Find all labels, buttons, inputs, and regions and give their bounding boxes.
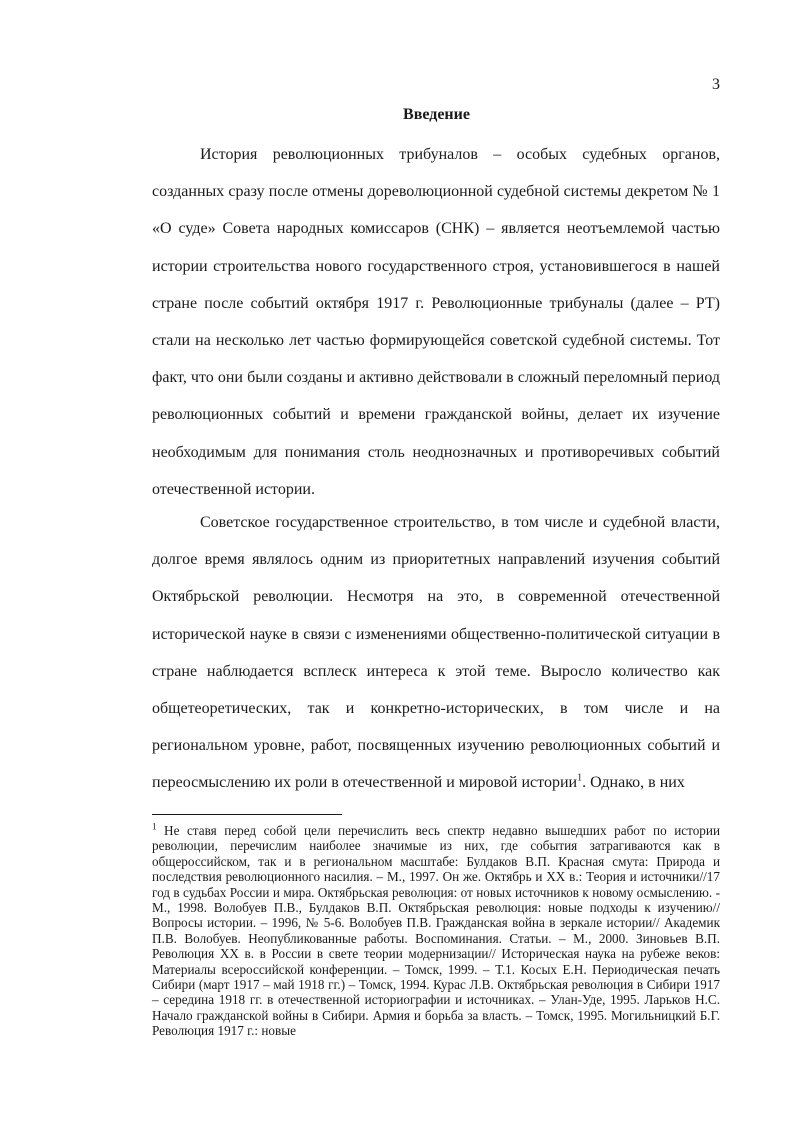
footnote-separator: [152, 814, 342, 815]
footnote: [152, 823, 720, 1039]
footnote-reference: 1: [577, 773, 583, 785]
paragraph-text: История революционных трибуналов – особых судебных органов, созданных сразу после отмены дореволюционной судебной системы декретом № 1 «О суде» Совета народных комиссаров (СНК) – является неотъемлемой частью истории строительства нового государственного строя, установившегося в нашей стране после событий октября 1917 г. Революционные трибуналы (далее – РТ) стали на несколько лет частью формирующейся советской судебной системы. Тот факт, что они были созданы и активно действовали в сложный переломный период революционных событий и времени гражданской войны, делает их изучение необходимым для понимания столь неоднозначных и противоречивых событий отечественной истории.: [152, 146, 720, 498]
paragraph-text: [152, 504, 720, 802]
footnote-mark: 1: [152, 821, 157, 832]
body-paragraph-1: [152, 136, 720, 508]
footnote-text: Не ставя перед собой цели перечислить весь спектр недавно вышедших работ по истории революции, перечислим наиболее значимые из них, где события затрагиваются как в общероссийском, так и в региональном масштабе: Булдаков В.П. Красная смута: Природа и последствия революционного насилия. – М., 1997. Он же. Октябрь и XX в.: Теория и источники//17 год в судьбах России и мира. Октябрьская революция: от новых источников к новому осмыслению. - М., 1998. Волобуев П.В., Булдаков В.П. Октябрьская революция: новые подходы к изучению//Вопросы истории. – 1996, № 5-6. Волобуев П.В. Гражданская война в зеркале истории// Академик П.В. Волобуев. Неопубликованные работы. Воспоминания. Статьи. – М., 2000. Зиновьев В.П. Революция XX в. в России в свете теории модернизации// Историческая наука на рубеже веков: Материалы всероссийской конференции. – Томск, 1999. – Т.1. Косых Е.Н. Периодическая печать Сибири (март 1917 – май 1918 гг.) – Томск, 1994. Курас Л.В. Октябрьская революция в Сибири 1917 – середина 1918 гг. в отечественной историографии и источниках. – Улан-Уде, 1995. Ларьков Н.С. Начало гражданской войны в Сибири. Армия и борьба за власть. – Томск, 1995. Могильницкий Б.Г. Революция 1917 г.: новые: [152, 823, 720, 1039]
paragraph-text-main: Советское государственное строительство, в том числе и судебной власти, долгое время являлось одним из приоритетных направлений изучения событий Октябрьской революции. Несмотря на это, в современной отечественной исторической науке в связи с изменениями общественно-политической ситуации в стране наблюдается всплеск интереса к этой теме. Выросло количество как общетеоретических, так и конкретно-исторических, в том числе и на региональном уровне, работ, посвященных изучению революционных событий и переосмыслению их роли в отечественной и мировой истории: [152, 514, 720, 792]
body-paragraph-2: [152, 504, 720, 802]
section-heading: Введение: [403, 106, 470, 123]
paragraph-text-tail: . Однако, в них: [582, 774, 685, 792]
page-number: 3: [712, 76, 720, 93]
